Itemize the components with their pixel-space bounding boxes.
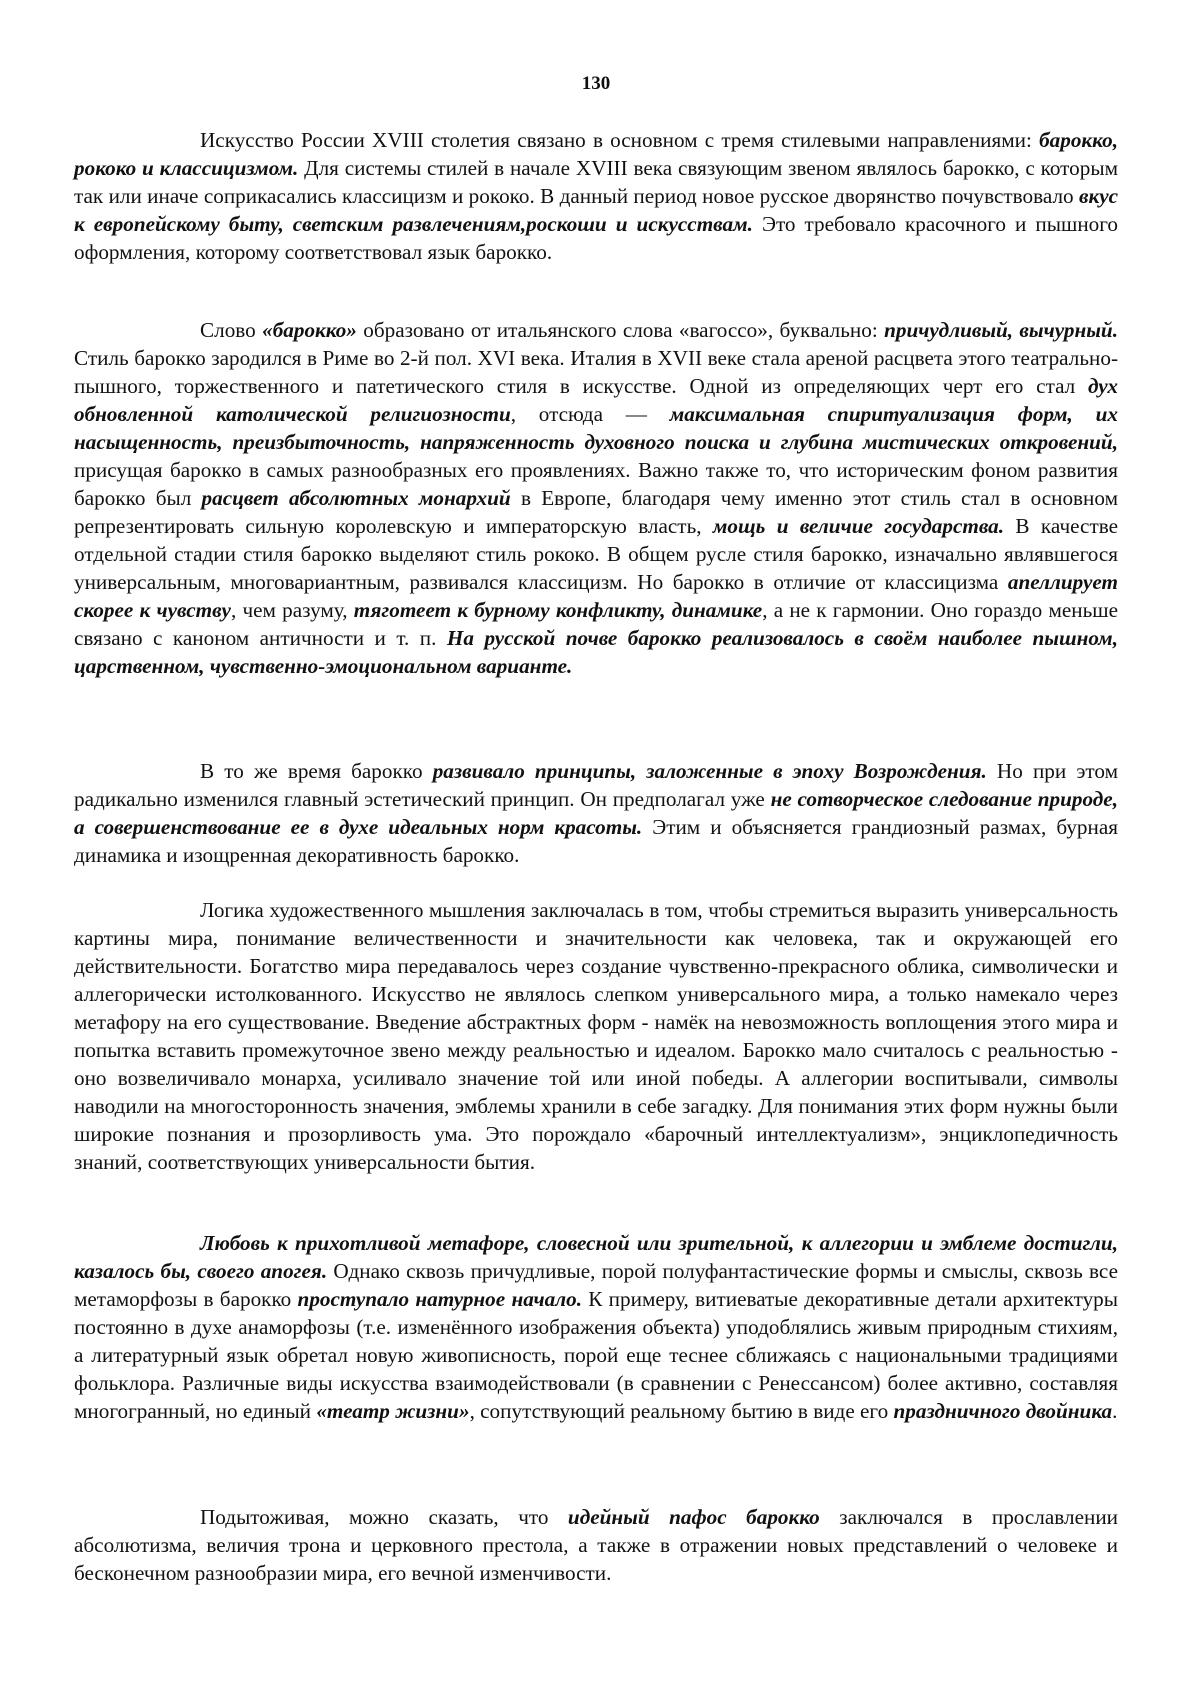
emphasis-run: тяготеет к бурному конфликту, динамике bbox=[353, 598, 763, 622]
emphasis-run: апеллирует скорее к чувству bbox=[74, 570, 1118, 622]
text-run: К примеру, витиеватые декоративные детали архитектуры постоянно в духе анаморфозы (т.е. изменённого изображения объекта) уподоблялись живым природным стихиям, а литературный язык обретал новую живописность, порой еще теснее сближаясь с национальными традициями фольклора. Различные виды искусства взаимодействовали (в сравнении с Ренессансом) более активно, составляя многогранный, но единый bbox=[74, 1287, 1118, 1423]
emphasis-run: Любовь к прихотливой метафоре, словесной или зрительной, к аллегории и эмблеме достигли, казалось бы, своего апогея. bbox=[74, 1231, 1118, 1283]
paragraph-metaphor-and-nature bbox=[74, 1229, 1118, 1425]
emphasis-run: проступало натурное начало. bbox=[297, 1287, 583, 1311]
text-run: Однако сквозь причудливые, порой полуфантастические формы и смыслы, сквозь все метаморфозы в барокко bbox=[74, 1259, 1118, 1311]
text-run: Но при этом радикально изменился главный эстетический принцип. Он предполагал уже bbox=[74, 759, 1119, 811]
paragraph-baroque-definition bbox=[74, 316, 1118, 680]
emphasis-run: не сотворческое следование природе, а совершенствование ее в духе идеальных норм красоты. bbox=[74, 787, 1118, 839]
paragraph-renaissance-principles bbox=[74, 757, 1118, 869]
text-run: , отсюда — bbox=[510, 402, 670, 426]
text-run: заключался в прославлении абсолютизма, величия трона и церковного престола, а также в отражении новых представлений о человеке и бесконечном разнообразии мира, его вечной изменчивости. bbox=[74, 1505, 1119, 1585]
page-number: 130 bbox=[581, 73, 611, 94]
emphasis-run: барокко, рококо и классицизмом. bbox=[74, 128, 1118, 180]
emphasis-run: причудливый, вычурный. bbox=[884, 318, 1118, 342]
emphasis-run: максимальная спиритуализация форм, их насыщенность, преизбыточность, напряженность духовного поиска и глубина мистических откровений, bbox=[74, 402, 1118, 454]
text-run: Для системы стилей в начале XVIII века связующим звеном являлось барокко, с которым так или иначе соприкасались классицизм и рококо. В данный период новое русское дворянство почувствовало bbox=[74, 156, 1118, 208]
emphasis-run: праздничного двойника bbox=[893, 1399, 1113, 1423]
text-run: , а не к гармонии. Оно гораздо меньше связано с каноном античности и т. п. bbox=[74, 598, 1118, 650]
emphasis-run: вкус к европейскому быту, светским развлечениям,роскоши и искусствам. bbox=[74, 184, 1118, 236]
text-run: В то же время барокко bbox=[200, 759, 433, 783]
emphasis-run: мощь и величие государства. bbox=[712, 514, 1005, 538]
text-run: образовано от итальянского слова «вагоссо», буквально: bbox=[356, 318, 885, 342]
paragraph-styles-of-russian-art bbox=[74, 126, 1118, 266]
text-run: . bbox=[1112, 1399, 1118, 1423]
paragraph-artistic-logic bbox=[74, 896, 1118, 1176]
text-run: присущая барокко в самых разнообразных его проявлениях. Важно также то, что историческим фоном развития барокко был bbox=[74, 458, 1118, 510]
emphasis-run: дух обновленной католической религиозности bbox=[74, 374, 1118, 426]
emphasis-run: На русской почве барокко реализовалось в своём наиболее пышном, царственном, чувственно-эмоциональном варианте. bbox=[74, 626, 1118, 678]
emphasis-run: расцвет абсолютных монархий bbox=[201, 486, 511, 510]
text-run: , сопутствующий реальному бытию в виде его bbox=[469, 1399, 894, 1423]
text-run: в Европе, благодаря чему именно этот стиль стал в основном репрезентировать сильную королевскую и императорскую власть, bbox=[74, 486, 1118, 538]
text-run: Логика художественного мышления заключалась в том, чтобы стремиться выразить универсальность картины мира, понимание величественности и значительности как человека, так и окружающей его действительности. Богатство мира передавалось через создание чувственно-прекрасного облика, символически и аллегорически истолкованного. Искусство не являлось слепком универсального мира, а только намекало через метафору на его существование. Введение абстрактных форм - намёк на невозможность воплощения этого мира и попытка вставить промежуточное звено между реальностью и идеалом. Барокко мало считалось с реальностью - оно возвеличивало монарха, усиливало значение той или иной победы. А аллегории воспитывали, символы наводили на многосторонность значения, эмблемы хранили в себе загадку. Для понимания этих форм нужны были широкие познания и прозорливость ума. Это порождало «барочный интеллектуализм», энциклопедичность знаний, соответствующих универсальности бытия. bbox=[74, 898, 1118, 1174]
emphasis-run: «театр жизни» bbox=[316, 1399, 470, 1423]
emphasis-run: идейный пафос барокко bbox=[567, 1505, 820, 1529]
text-run: Слово bbox=[200, 318, 263, 342]
text-run: Искусство России XVIII столетия связано в основном с тремя стилевыми направлениями: bbox=[200, 128, 1040, 152]
text-run: Это требовало красочного и пышного оформления, которому соответствовал язык барокко. bbox=[74, 212, 1119, 264]
text-run: Стиль барокко зародился в Риме во 2-й пол. XVI века. Италия в XVII веке стала ареной расцвета этого театрально-пышного, торжественного и патетического стиля в искусстве. Одной из определяющих черт его стал bbox=[74, 346, 1118, 398]
emphasis-run: развивало принципы, заложенные в эпоху Возрождения. bbox=[432, 759, 987, 783]
text-run: , чем разуму, bbox=[230, 598, 354, 622]
paragraph-conclusion bbox=[74, 1503, 1118, 1587]
text-run: Этим и объясняется грандиозный размах, бурная динамика и изощренная декоративность барокко. bbox=[74, 815, 1119, 867]
text-run: В качестве отдельной стадии стиля барокко выделяют стиль рококо. В общем русле стиля барокко, изначально являвшегося универсальным, многовариантным, развивался классицизм. Но барокко в отличие от классицизма bbox=[74, 514, 1118, 594]
text-run: Подытоживая, можно сказать, что bbox=[200, 1505, 568, 1529]
emphasis-run: «барокко» bbox=[262, 318, 357, 342]
